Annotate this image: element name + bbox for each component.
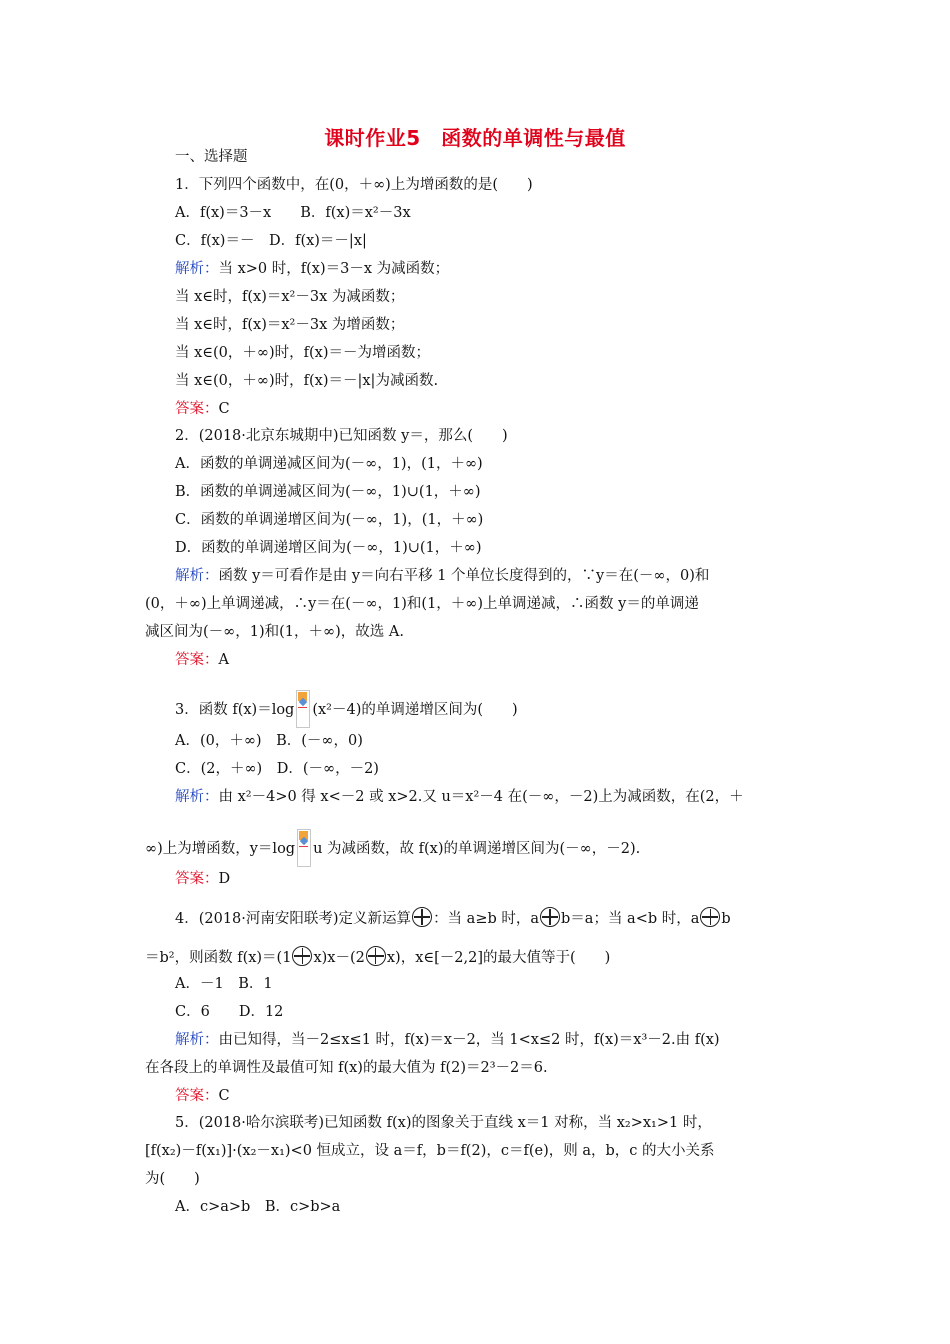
circled-plus-icon: [700, 907, 720, 927]
text-line: 一、选择题: [175, 149, 248, 165]
text-line: 在各段上的单调性及最值可知 f(x)的最大值为 f(2)＝2³－2＝6.: [145, 1060, 548, 1076]
text-line: 5．(2018·哈尔滨联考)已知函数 f(x)的图象关于直线 x＝1 对称，当 x₂>x₁>1 时，: [175, 1115, 712, 1131]
text-line: [175, 1086, 230, 1106]
text-line: C．6 D．12: [175, 1004, 284, 1020]
text-line: 当 x∈时，f(x)＝x²－3x 为增函数；: [175, 317, 405, 333]
text-line: A．c>a>b B．c>b>a: [175, 1199, 341, 1215]
text-span: ：当 a≥b 时，a: [433, 911, 540, 927]
text-line: 为( ): [145, 1171, 200, 1187]
text-line: [175, 259, 449, 279]
analysis-label: 解析：: [175, 789, 219, 805]
text-span: 由已知得，当－2≤x≤1 时，f(x)＝x－2，当 1<x≤2 时，f(x)＝x³－2.由 f(x): [218, 1032, 720, 1048]
text-span: ＝b²，则函数 f(x)＝(1: [145, 950, 292, 966]
text-span: x)，x∈[－2,2]的最大值等于( ): [386, 950, 611, 966]
fraction-image-icon: [297, 829, 311, 867]
text-line: [175, 1030, 720, 1050]
text-line: C．(2，＋∞) D．(－∞，－2): [175, 761, 379, 777]
text-line: [175, 690, 518, 728]
text-span: C: [218, 1088, 230, 1104]
text-line: B．函数的单调递减区间为(－∞，1)∪(1，＋∞): [175, 484, 481, 500]
text-line: [145, 946, 610, 968]
text-line: A．－1 B．1: [175, 976, 273, 992]
text-span: C: [218, 401, 230, 417]
text-line: 当 x∈时，f(x)＝x²－3x 为减函数；: [175, 289, 405, 305]
text-line: [175, 907, 731, 929]
text-span: 4．(2018·河南安阳联考)定义新运算: [175, 911, 412, 927]
text-line: D．函数的单调递增区间为(－∞，1)∪(1，＋∞): [175, 540, 482, 556]
text-span: (x²－4)的单调递增区间为( ): [312, 702, 518, 718]
analysis-label: 解析：: [175, 261, 219, 277]
text-span: ∞)上为增函数，y＝log: [145, 841, 296, 857]
answer-label: 答案：: [175, 401, 219, 417]
text-span: b＝a；当 a<b 时，a: [561, 911, 700, 927]
answer-label: 答案：: [175, 871, 219, 887]
text-line: [175, 399, 230, 419]
text-line: [175, 650, 229, 670]
text-line: 2．(2018·北京东城期中)已知函数 y＝，那么( ): [175, 428, 508, 444]
circled-plus-icon: [412, 907, 432, 927]
text-line: (0，＋∞)上单调递减，∴y＝在(－∞，1)和(1，＋∞)上单调递减，∴函数 y＝的单调递: [145, 596, 699, 612]
text-line: [f(x₂)－f(x₁)]·(x₂－x₁)<0 恒成立，设 a＝f，b＝f(2)，c＝f(e)，则 a，b，c 的大小关系: [145, 1143, 715, 1159]
fraction-image-icon: [296, 690, 310, 728]
text-line: 1．下列四个函数中，在(0，＋∞)上为增函数的是( ): [175, 177, 533, 193]
text-line: [175, 787, 744, 807]
circled-plus-icon: [292, 946, 312, 966]
text-line: [145, 829, 640, 867]
text-line: C．f(x)＝－ D．f(x)＝－|x|: [175, 233, 367, 249]
text-span: b: [721, 911, 731, 927]
text-span: 函数 y＝可看作是由 y＝向右平移 1 个单位长度得到的，∵y＝在(－∞，0)和: [218, 568, 710, 584]
text-span: 3．函数 f(x)＝log: [175, 702, 295, 718]
analysis-label: 解析：: [175, 568, 219, 584]
analysis-label: 解析：: [175, 1032, 219, 1048]
text-line: A．(0，＋∞) B．(－∞，0): [175, 733, 363, 749]
text-span: A: [218, 652, 229, 668]
text-line: A．f(x)＝3－x B．f(x)＝x²－3x: [175, 205, 411, 221]
circled-plus-icon: [540, 907, 560, 927]
circled-plus-icon: [366, 946, 386, 966]
text-span: u 为减函数，故 f(x)的单调递增区间为(－∞，－2).: [313, 841, 641, 857]
answer-label: 答案：: [175, 1088, 219, 1104]
text-line: C．函数的单调递增区间为(－∞，1)，(1，＋∞): [175, 512, 484, 528]
text-line: 当 x∈(0，＋∞)时，f(x)＝－|x|为减函数.: [175, 373, 439, 389]
text-line: [175, 566, 709, 586]
text-span: D: [218, 871, 231, 887]
text-span: 由 x²－4>0 得 x<－2 或 x>2.又 u＝x²－4 在(－∞，－2)上为减函数，在(2，＋: [218, 789, 744, 805]
text-line: 当 x∈(0，＋∞)时，f(x)＝－为增函数；: [175, 345, 430, 361]
page-title: 课时作业5 函数的单调性与最值: [324, 126, 626, 150]
text-line: 减区间为(－∞，1)和(1，＋∞)，故选 A.: [145, 624, 404, 640]
text-span: 当 x>0 时，f(x)＝3－x 为减函数；: [218, 261, 450, 277]
text-line: [175, 869, 230, 889]
text-line: A．函数的单调递减区间为(－∞，1)，(1，＋∞): [175, 456, 483, 472]
text-span: x)x－(2: [313, 950, 365, 966]
answer-label: 答案：: [175, 652, 219, 668]
